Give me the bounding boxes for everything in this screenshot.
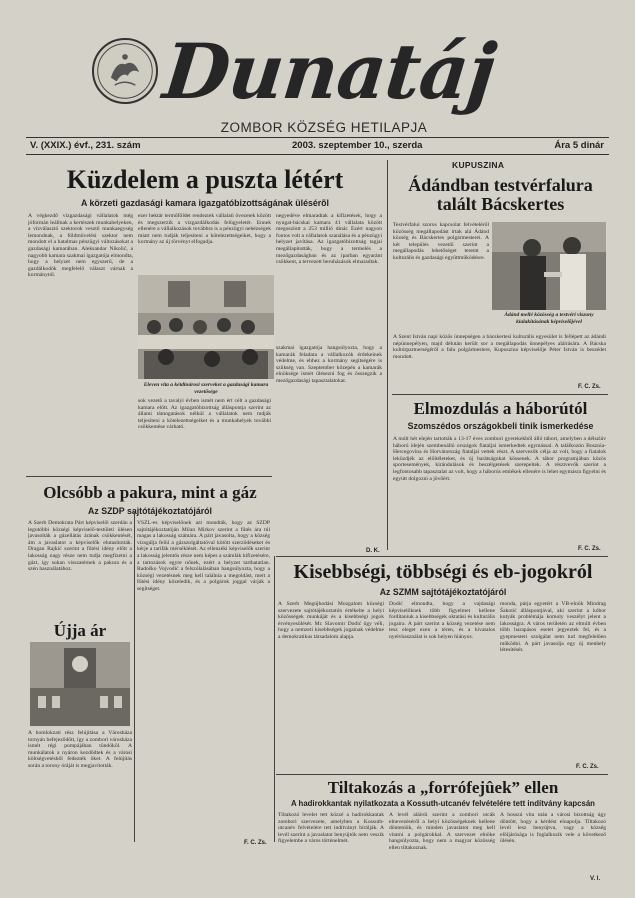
- issue-price: Ára 5 dinár: [554, 140, 604, 151]
- masthead-rule-bottom: [26, 154, 609, 155]
- body-adandan-col1: Testvérfalui szoros kapcsolat felvételéről közösség megállapodást írtak alá Ádánd község és Bácskertes polgármesterei. A két település vezetői szerint a megállapodás lehetőséget teremt a kulturális és gazdasági együttműködésre.: [393, 222, 489, 261]
- signature-adandan: F. C. Zs.: [578, 384, 601, 390]
- signature-olcsobb: F. C. Zs.: [244, 840, 267, 846]
- headline-ujja: Újja ár: [53, 621, 107, 640]
- divider-tiltakozas: [276, 774, 608, 775]
- column-divider-left: [134, 512, 135, 842]
- body-elmozdulas: A múlt hét elején tartották a 13-17 éves zombori gyerekekből álló tábort, amelyben a délszláv háború idején szembenálló országok fiataljai ismerkedtek egymással. A találkozón Bosznia-Hercegovina és Horvátország fiataljai vettek részt. A szervezők célja az volt, hogy a fiatalok leküzdjék az előítéleteket, és új barátságokat kössenek. A tábor programjában közös sportesemények, kirándulások és beszélgetések szerepeltek. A résztvevők szerint a legfontosabb tapasztalat az volt, hogy a háborús emlékek ellenére is lehet egymásra figyelni és együtt dolgozni a jövőért.: [393, 436, 606, 482]
- body-kuzdelem-col2b: sok vezetõ a tavalyi évben ismét nem ért célt a gazdasági kamara előtt. Az igazgatóbizottság álláspontja szerint az állami támogatások nélkül a vállalatok nem tudják teljesíteni a kötelezettségeiket és a munkahelyek további csökkentése várható.: [138, 398, 271, 431]
- deck-kisebbsegi: Az SZMM sajtótájékoztatójáról: [379, 587, 507, 597]
- newspaper-title: Dunatáj: [159, 27, 500, 116]
- column-divider: [387, 160, 388, 550]
- headline-olcsobb: Olcsóbb a pakura, mint a gáz: [43, 483, 257, 502]
- body-kisebbsegi-col1: A Szerb Megújhodási Mozgalom községi szervezete sajtótájékoztatón értékelte a helyi közösségek munkáját és a kisebbségi jogok érvényesülését. Mr. Slavomir Dodić ügy véli, hogy a nemzeti kisebbségek jogainak védelme a demokratikus társadalom alapja.: [278, 601, 384, 640]
- headline-elmozdulas: Elmozdulás a háborútól: [413, 399, 588, 418]
- deck-kuzdelem: A körzeti gazdasági kamara igazgatóbizottságának ülésérõl: [80, 198, 330, 208]
- headline-adandan: Ádándban testvérfalura talált Bácskertes: [408, 175, 593, 214]
- photo-handshake: [492, 222, 606, 310]
- divider-right: [392, 394, 608, 395]
- body-kuzdelem-col1: A végkezdő vízgazdasági vállalatok még jóformán leállnak a kertészek munkahelyeken, a vízválasztó szektorok vesztő munkaegység lemondnak, a földművelési szektor nem mondott el a hatalmas pénzügyi változásokat a gazdasági kamarában. Aleksandar Nikolić, a nagyobb kamara szakmai igazgatója elmondta, hogy a helyzet nem egyszerű, de a gazdálkodók megfelelő választ várnak a kormánytól.: [28, 213, 133, 279]
- body-tiltakozas-col3: A hosszú vita után a városi bizottság úgy döntött, hogy a kérdést elnapolja. Tiltakozó levél lesz benyújtva, vagy a község elöljárósága is foglalkozik vele a következő ülésén.: [500, 812, 606, 845]
- headline-kuzdelem: Küzdelem a puszta létért: [66, 165, 344, 194]
- deck-olcsobb: Az SZDP sajtótájékoztatójáról: [88, 506, 212, 516]
- photo-chamber-meeting: [138, 275, 274, 379]
- signature-kisebbsegi: F. C. Zs.: [576, 764, 599, 770]
- caption-adandan: Ádánd mellé közösség a testvéri viszony kialakításának képviselõjével: [504, 312, 594, 325]
- deck-elmozdulas: Szomszédos országokbeli tinik ismerkedése: [407, 421, 594, 431]
- body-kisebbsegi-col2: Dodić elmondta, hogy a vajdasági képviselőknek több figyelmet kellene fordítaniuk a kisebbségek oktatási és kulturális jogaira. A párt szerint a község vezetése nem tesz eleget ezen a téren, és a hivatalos nyelvhasználat is sok helyen hiányos.: [389, 601, 495, 640]
- body-tiltakozas-col1: Tiltakozó levelet tett közzé a hadirokkantak zombori szervezete, amelyben a Kossuth-utcanév felvételére tett indítványt bírálják. A levél szerint a javaslatot benyújtók nem veszik figyelembe a város történelmét.: [278, 812, 384, 845]
- signature-kuzdelem: D. K.: [366, 548, 380, 554]
- issue-bar: [30, 140, 608, 154]
- divider-left: [26, 476, 272, 477]
- body-kuzdelem-col3b: szakmai igazgatója hangsúlyozta, hogy a kamarák feladata a vállalkozók érdekeinek védelme, és ehhez a kormány segítségére is szükség van. Szeptember közepén a kamarák elnöksége ismét ülésezni fog és összegzik a mezőgazdasági tapasztalatokat.: [276, 345, 382, 384]
- headline-tiltakozas: Tiltakozás a „forrófejûek” ellen: [327, 778, 559, 797]
- divider-kisebbsegi: [276, 556, 608, 557]
- coat-of-arms-icon: [92, 38, 158, 104]
- headline-kisebbsegi: Kisebbségi, többségi és eb-jogokról: [293, 561, 593, 583]
- deck-tiltakozas: A hadirokkantak nyilatkozata a Kossuth-utcanév felvételére tett indítvány kapcsán: [291, 799, 595, 808]
- issue-volume: V. (XXIX.) évf., 231. szám: [30, 140, 141, 151]
- body-olcsobb-col1: A Szerb Demokrata Párt képviselői szerdán a legutóbbi községi képviselő-testületi ülésen javasolták a gázellátás árának csökkentését, ám a javaslatot a képviselők elutasították. Dragan Rajkić szerint a fűtési idény előtt a lakosság nagy része nem tudja megfizetni a gázt, így sokan visszatérnek a pakura és a szén használatához.: [28, 520, 132, 573]
- body-olcsobb-col2: VSZL-es képviselőnek azt mondták, hogy az SZDP sajtótájékoztatóján Milan Mirkov szerint a fűtés ára túl magas a lakosság számára. A párt javasolta, hogy a község vizsgálja felül a gázszolgáltatóval kötött szerződéseket és kérje a tarifák mérséklését. Az ellenzéki képviselők szerint a lakosság jelentős része nem képes a számlák kifizetésére, a tartozások egyre nőnek, ezért a helyzet tarthatatlan. Radoško Vojvodić a felszólalásában hangsúlyozta, hogy a községi vezetésnek meg kell találnia a megoldást, mert a fűtési idény közeledik, és a polgárok joggal várják a segítséget.: [137, 520, 270, 592]
- body-kuzdelem-col3: negyedéve elmaradtak a kifizetések, hogy a nyugat-bácskai kamara 41 vállalata között megoszlott a 253 millió dinár. Ezért nagyon fontos volt a vállalatok szanálása és a pénzügyi helyzet javítása. Az igazgatóbizottság tagjai megállapították, hogy a termelés a mezőgazdaságban és az iparban egyaránt csökkent, a tervezett beruházások elmaradtak.: [276, 213, 382, 266]
- caption-kuzdelem: Eleven vita a kétdinárosi szerveket a gazdasági kamara vezetõsége: [143, 382, 269, 395]
- body-tiltakozas-col2: A levél aláírói szerint a zombori utcák elnevezéséről a helyi közösségeknek kellene dönteniük, és minden javaslatot meg kell vitatni a polgárokkal. A szervezet elnöke hangsúlyozta, hogy nem a magyar közösség ellen tiltakoznak.: [389, 812, 495, 851]
- body-adandan-col2: A Szent István napi közös ünnepségen a bácskertesi kulturális egyesület is fellépett az ádándi népünnepélyen, majd délután került sor a megállapodás ünnepélyes aláírására. A Bácska kultúrpartnerségéről a falu polgármestere, Kupuszina képviselője Péter István is beszédet mondott.: [393, 334, 606, 360]
- body-kisebbsegi-col3: monda, párja egyetért a VB-elnök Miodrag Šakotić álláspontjával, aki szerint a kóbor kutyák problémája komoly veszélyt jelent a lakosságra. A város területén az elmúlt évben több harapásos esetet jegyeztek fel, és a gyepmesteri szolgálat nem tud megfelelően működni. A párt javasolja egy új menhely létesítését.: [500, 601, 606, 654]
- kicker-adandan: KUPUSZINA: [452, 160, 505, 170]
- body-kuzdelem-col2: ezer hektár termőföldet rendeztek vállalati övezetek között és megszerzik a vízgazdálkodás felügyeletét. Ennek ellenére a vállalkozások továbbra is a pénzügyi nehézségek miatt nem tudják teljesíteni a kötelezettségeiket, hogy a kormány az új törvényt elfogadja.: [138, 213, 271, 246]
- signature-elmozdulas: F. C. Zs.: [578, 546, 601, 552]
- issue-date: 2003. szeptember 10., szerda: [292, 140, 423, 151]
- column-divider-mid: [274, 556, 275, 842]
- masthead-rule-top: [26, 137, 609, 138]
- newspaper-subtitle: ZOMBOR KÖZSÉG HETILAPJA: [220, 120, 428, 135]
- photo-town-hall: [30, 642, 130, 726]
- signature-tiltakozas: V. I.: [590, 876, 601, 882]
- body-ujja: A homlokzati rész felújítása a Városháza tornyán befejeződött, így a zombori városháza ismét régi pompájában tündököl. A munkálatok a nyáron kezdődtek és a városi költségvetésből fedezték őket. A felújítás során a torony óráját is megjavították.: [28, 730, 132, 769]
